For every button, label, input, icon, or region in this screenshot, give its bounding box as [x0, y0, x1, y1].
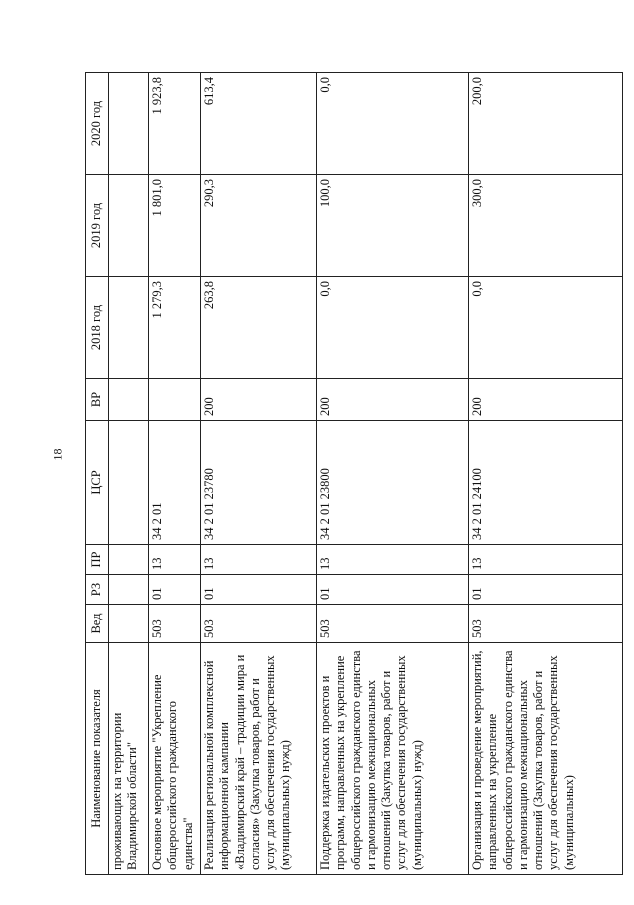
header-2019: 2019 год — [86, 175, 109, 277]
row-vr: 200 — [201, 379, 317, 421]
table-row — [469, 73, 623, 875]
row-rz: 01 — [201, 575, 317, 605]
header-2020: 2020 год — [86, 73, 109, 175]
row-name: проживающих на территории Владимирской области" — [109, 643, 149, 875]
table-row — [149, 73, 201, 875]
row-ved — [109, 605, 149, 643]
table-row — [201, 73, 317, 875]
row-pr: 13 — [469, 545, 623, 575]
row-2018 — [109, 277, 149, 379]
row-2019: 290,3 — [201, 175, 317, 277]
rotated-page — [85, 73, 619, 875]
row-2018: 0,0 — [469, 277, 623, 379]
table-row — [317, 73, 469, 875]
row-name: Реализация региональной комплексной информационной кампании «Владимирский край – традиции мира и согласия» (Закупка товаров, работ и услуг для обеспечения государственных (муниципальных) нужд) — [201, 643, 317, 875]
row-vr — [109, 379, 149, 421]
row-csr: 34 2 01 24100 — [469, 421, 623, 545]
row-2019: 1 801,0 — [149, 175, 201, 277]
row-csr: 34 2 01 23800 — [317, 421, 469, 545]
row-ved: 503 — [201, 605, 317, 643]
row-rz: 01 — [317, 575, 469, 605]
header-pr: ПР — [86, 545, 109, 575]
header-csr: ЦСР — [86, 421, 109, 545]
row-2020: 613,4 — [201, 73, 317, 175]
row-2020: 0,0 — [317, 73, 469, 175]
row-csr — [109, 421, 149, 545]
row-rz: 01 — [149, 575, 201, 605]
header-vr: ВР — [86, 379, 109, 421]
row-2019: 100,0 — [317, 175, 469, 277]
row-csr: 34 2 01 — [149, 421, 201, 545]
row-vr: 200 — [469, 379, 623, 421]
row-2020: 1 923,8 — [149, 73, 201, 175]
row-pr: 13 — [317, 545, 469, 575]
row-name: Основное мероприятие "Укрепление общероссийского гражданского единства" — [149, 643, 201, 875]
row-2020 — [109, 73, 149, 175]
budget-table — [85, 72, 623, 875]
page-number: 18 — [50, 448, 65, 461]
header-rz: РЗ — [86, 575, 109, 605]
table-row — [109, 73, 149, 875]
row-ved: 503 — [149, 605, 201, 643]
row-pr: 13 — [149, 545, 201, 575]
table-header-row — [86, 73, 109, 875]
row-vr: 200 — [317, 379, 469, 421]
row-csr: 34 2 01 23780 — [201, 421, 317, 545]
header-ved: Вед — [86, 605, 109, 643]
row-2019 — [109, 175, 149, 277]
header-name: Наименование показателя — [86, 643, 109, 875]
row-rz: 01 — [469, 575, 623, 605]
row-2018: 263,8 — [201, 277, 317, 379]
row-pr: 13 — [201, 545, 317, 575]
row-2020: 200,0 — [469, 73, 623, 175]
row-rz — [109, 575, 149, 605]
row-vr — [149, 379, 201, 421]
table-container — [85, 73, 634, 870]
row-name: Поддержка издательских проектов и программ, направленных на укрепление общероссийского гражданского единства и гармонизацию межнациональных отношений (Закупка товаров, работ и услуг для обеспечения государственных (муниципальных) нужд) — [317, 643, 469, 875]
row-2018: 0,0 — [317, 277, 469, 379]
header-2018: 2018 год — [86, 277, 109, 379]
row-name: Организация и проведение мероприятий, направленных на укрепление общероссийского гражданского единства и гармонизацию межнациональных отношений (Закупка товаров, работ и услуг для обеспечения государственных (муниципальных) — [469, 643, 623, 875]
row-pr — [109, 545, 149, 575]
row-2018: 1 279,3 — [149, 277, 201, 379]
row-ved: 503 — [469, 605, 623, 643]
row-2019: 300,0 — [469, 175, 623, 277]
row-ved: 503 — [317, 605, 469, 643]
